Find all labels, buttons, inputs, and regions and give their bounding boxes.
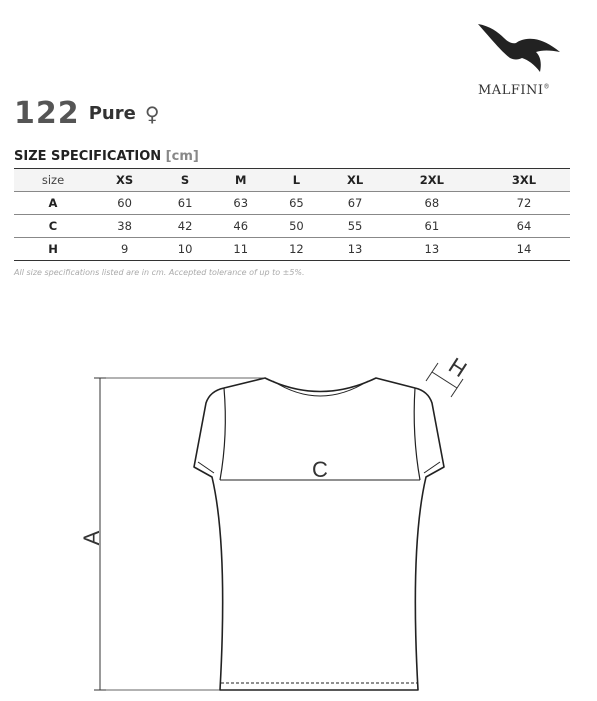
table-cell: 61 (386, 215, 478, 238)
t-shirt-icon (194, 378, 444, 690)
table-header-row (14, 169, 570, 192)
table-row (14, 192, 570, 215)
table-cell: 65 (269, 192, 325, 215)
table-row (14, 238, 570, 261)
product-name: Pure (88, 103, 136, 124)
table-cell: 11 (213, 238, 269, 261)
table-cell: C (14, 215, 92, 238)
table-cell: 38 (92, 215, 157, 238)
tolerance-note: All size specifications listed are in cm. Accepted tolerance of up to ±5%. (14, 268, 305, 277)
table-cell: 10 (157, 238, 213, 261)
table-cell: 68 (386, 192, 478, 215)
table-cell: 12 (269, 238, 325, 261)
dimension-lines (94, 363, 463, 690)
table-cell: 13 (386, 238, 478, 261)
table-cell: 46 (213, 215, 269, 238)
table-cell: H (14, 238, 92, 261)
dimension-h-label: H (444, 352, 472, 383)
garment-diagram (80, 345, 500, 697)
table-cell: 60 (92, 192, 157, 215)
spec-heading: SIZE SPECIFICATION [cm] (14, 149, 199, 164)
table-header-cell: S (157, 169, 213, 192)
table-header-cell: 3XL (478, 169, 570, 192)
table-header-cell: XL (324, 169, 386, 192)
table-cell: 55 (324, 215, 386, 238)
table-cell: 72 (478, 192, 570, 215)
table-cell: 63 (213, 192, 269, 215)
size-table (14, 168, 570, 261)
table-cell: 64 (478, 215, 570, 238)
table-header-cell: M (213, 169, 269, 192)
table-cell: 67 (324, 192, 386, 215)
table-header-cell: XS (92, 169, 157, 192)
table-header-cell: size (14, 169, 92, 192)
brand-logo (470, 16, 570, 96)
table-header-cell: 2XL (386, 169, 478, 192)
spec-unit: [cm] (165, 149, 199, 164)
female-symbol: ♀ (144, 101, 160, 126)
table-row (14, 215, 570, 238)
table-cell: A (14, 192, 92, 215)
table-cell: 50 (269, 215, 325, 238)
table-cell: 14 (478, 238, 570, 261)
table-cell: 61 (157, 192, 213, 215)
brand-name: MALFINI® (478, 83, 550, 98)
table-cell: 42 (157, 215, 213, 238)
table-header-cell: L (269, 169, 325, 192)
product-title (14, 96, 160, 131)
dimension-c-label: C (312, 457, 328, 482)
product-code: 122 (14, 96, 80, 131)
dimension-a-label: A (80, 530, 104, 546)
eagle-icon (476, 16, 562, 76)
table-cell: 9 (92, 238, 157, 261)
table-cell: 13 (324, 238, 386, 261)
